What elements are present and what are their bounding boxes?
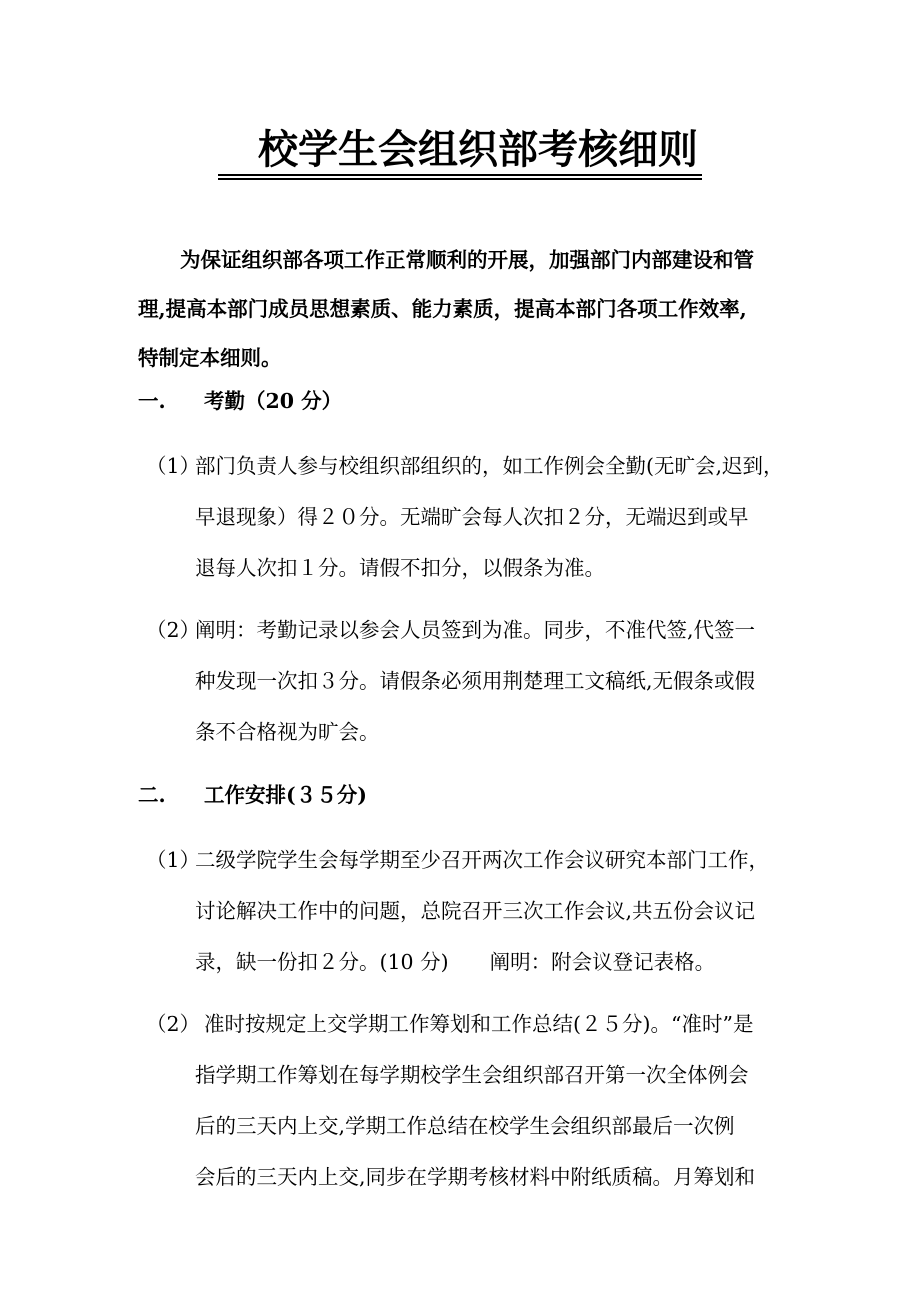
item-line: 退每人次扣１分。请假不扣分，以假条为准。 (195, 556, 605, 580)
item-line: 会后的三天内上交,同步在学期考核材料中附纸质稿。月筹划和 (195, 1165, 756, 1189)
section-2-item-2 (146, 999, 806, 1203)
section-heading-1 (138, 386, 342, 416)
section-2-item-1 (146, 835, 806, 988)
title-underline-second (218, 178, 702, 180)
item-marker: （1） (146, 848, 201, 872)
item-marker: （2） (146, 1012, 201, 1036)
item-line: 早退现象）得２０分。无端旷会每人次扣２分，无端迟到或早 (195, 505, 749, 529)
intro-line: 特制定本细则。 (138, 346, 282, 370)
item-line: 种发现一次扣３分。请假条必须用荆楚理工文稿纸,无假条或假 (195, 669, 756, 693)
section-title: 工作安排(３５分) (204, 783, 367, 807)
section-number: 二. (138, 783, 166, 807)
item-marker: （1） (146, 454, 201, 478)
item-line: 讨论解决工作中的问题，总院召开三次工作会议,共五份会议记 (195, 899, 756, 923)
intro-line: 理,提高本部门成员思想素质、能力素质，提高本部门各项工作效率, (138, 297, 747, 321)
item-line: 二级学院学生会每学期至少召开两次工作会议研究本部门工作， (195, 848, 769, 872)
section-heading-2 (138, 780, 367, 810)
section-number: 一. (138, 389, 166, 413)
page-title: 校学生会组织部考核细则 (258, 127, 698, 173)
section-title: 考勤（20 分） (204, 389, 343, 413)
title-block (218, 124, 702, 180)
item-line: 条不合格视为旷会。 (195, 720, 380, 744)
item-line: 部门负责人参与校组织部组织的，如工作例会全勤(无旷会,迟到， (195, 454, 784, 478)
section-1-item-2 (146, 605, 806, 758)
intro-paragraph (138, 236, 788, 383)
title-underline (218, 174, 702, 176)
item-line: 录，缺一份扣２分。(10 分) 阐明：附会议登记表格。 (195, 950, 716, 974)
item-marker: （2） (146, 618, 201, 642)
item-line: 指学期工作筹划在每学期校学生会组织部召开第一次全体例会 (195, 1063, 749, 1087)
item-line: 阐明：考勤记录以参会人员签到为准。同步，不准代签,代签一 (195, 618, 756, 642)
item-line: 准时按规定上交学期工作筹划和工作总结(２５分)。“准时”是 (204, 1012, 754, 1036)
intro-line: 为保证组织部各项工作正常顺利的开展，加强部门内部建设和管 (180, 248, 754, 272)
item-line: 后的三天内上交,学期工作总结在校学生会组织部最后一次例 (195, 1114, 735, 1138)
section-1-item-1 (146, 441, 806, 594)
